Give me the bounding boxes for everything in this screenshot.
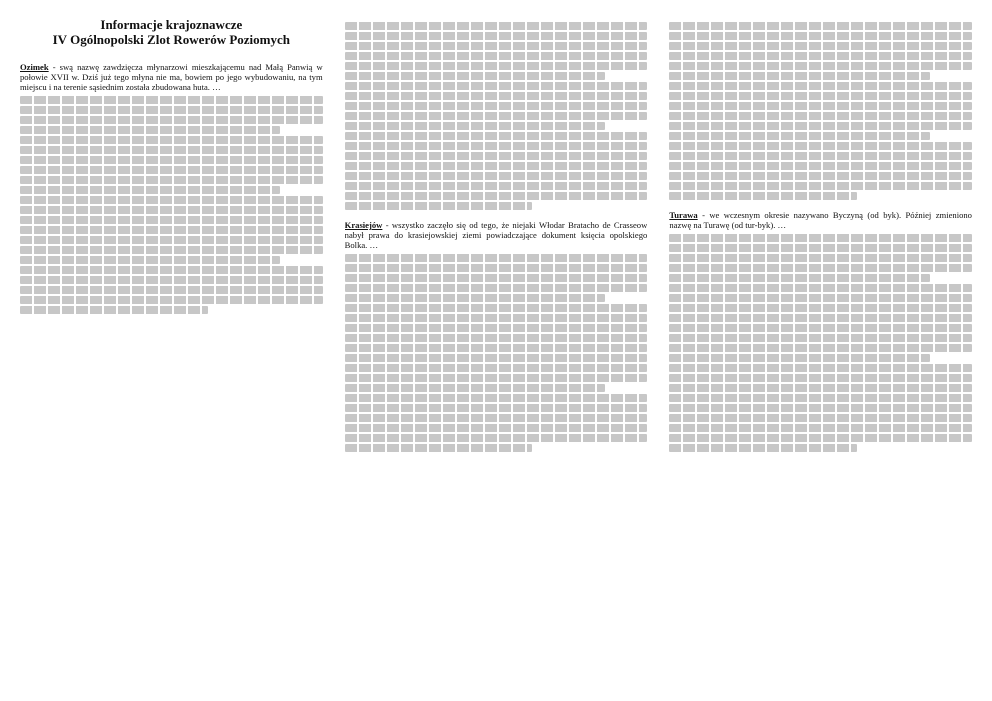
entry-ellipsis: … xyxy=(212,82,222,93)
text-line-placeholder xyxy=(345,334,648,342)
text-line-placeholder xyxy=(669,142,972,150)
text-line-placeholder xyxy=(669,414,972,422)
text-line-placeholder xyxy=(20,176,323,184)
text-line-placeholder xyxy=(345,202,533,210)
entry-keyword: Turawa xyxy=(669,210,698,220)
column-middle xyxy=(345,18,648,689)
text-line-placeholder xyxy=(20,186,280,194)
text-line-placeholder xyxy=(345,314,648,322)
text-line-placeholder xyxy=(20,266,323,274)
column-right xyxy=(669,18,972,689)
text-line-placeholder xyxy=(345,354,648,362)
text-line-placeholder xyxy=(345,444,533,452)
text-line-placeholder xyxy=(345,182,648,190)
title-block xyxy=(20,18,323,48)
text-line-placeholder xyxy=(345,52,648,60)
text-placeholder xyxy=(20,96,323,314)
text-line-placeholder xyxy=(669,384,972,392)
text-line-placeholder xyxy=(669,52,972,60)
text-line-placeholder xyxy=(345,162,648,170)
text-line-placeholder xyxy=(20,216,323,224)
text-line-placeholder xyxy=(345,364,648,372)
text-line-placeholder xyxy=(669,172,972,180)
text-line-placeholder xyxy=(669,162,972,170)
text-line-placeholder xyxy=(345,92,648,100)
text-line-placeholder xyxy=(669,324,972,332)
text-line-placeholder xyxy=(20,236,323,244)
text-line-placeholder xyxy=(345,254,648,262)
text-line-placeholder xyxy=(345,112,648,120)
entry-text: - swą nazwę zawdzięcza młynarzowi mieszkającemu nad Małą Panwią w połowie XVII w. Dziś już tego młyna nie ma, bowiem po jego wybudowaniu, na tym miejscu i na terenie sąsiednim została zbudowana huta. xyxy=(20,61,323,93)
text-line-placeholder xyxy=(669,444,857,452)
column-left xyxy=(20,18,323,689)
text-line-placeholder xyxy=(669,374,972,382)
text-line-placeholder xyxy=(345,384,605,392)
text-line-placeholder xyxy=(345,142,648,150)
text-line-placeholder xyxy=(345,42,648,50)
text-line-placeholder xyxy=(20,166,323,174)
text-line-placeholder xyxy=(669,404,972,412)
text-line-placeholder xyxy=(20,296,323,304)
text-line-placeholder xyxy=(345,434,648,442)
text-line-placeholder xyxy=(20,276,323,284)
text-line-placeholder xyxy=(345,424,648,432)
text-line-placeholder xyxy=(345,192,648,200)
entry-text: - we wczesnym okresie nazywano Byczyną (od byk). Później zmieniono nazwę na Turawę (od tur-byk). xyxy=(669,210,972,231)
text-line-placeholder xyxy=(20,246,323,254)
text-line-placeholder xyxy=(20,106,323,114)
text-line-placeholder xyxy=(669,22,972,30)
text-placeholder xyxy=(345,22,648,210)
text-line-placeholder xyxy=(345,394,648,402)
entry-keyword: Ozimek xyxy=(20,61,49,72)
text-line-placeholder xyxy=(345,264,648,272)
entry-text: - wszystko zaczęło się od tego, że niejaki Włodar Bratacho de Crasseow nabył prawa do krasiejowskiej ziemi powiadczające dokument księcia opolskiego Bolka. xyxy=(344,220,648,251)
text-line-placeholder xyxy=(669,62,972,70)
page-title: Informacje krajoznawcze xyxy=(100,18,243,32)
entry-ozimek xyxy=(20,62,323,314)
text-line-placeholder xyxy=(345,274,648,282)
text-line-placeholder xyxy=(345,152,648,160)
entry-keyword: Krasiejów xyxy=(344,220,383,230)
entry-ellipsis: … xyxy=(369,240,380,251)
text-placeholder xyxy=(669,234,972,452)
text-line-placeholder xyxy=(345,102,648,110)
text-line-placeholder xyxy=(20,126,280,134)
text-line-placeholder xyxy=(20,286,323,294)
text-line-placeholder xyxy=(20,306,208,314)
text-line-placeholder xyxy=(345,172,648,180)
text-line-placeholder xyxy=(345,82,648,90)
text-line-placeholder xyxy=(669,284,972,292)
text-line-placeholder xyxy=(345,122,605,130)
text-line-placeholder xyxy=(345,62,648,70)
entry-ellipsis: … xyxy=(777,220,788,231)
text-line-placeholder xyxy=(669,234,972,242)
text-line-placeholder xyxy=(20,116,323,124)
text-line-placeholder xyxy=(345,344,648,352)
text-line-placeholder xyxy=(669,82,972,90)
text-line-placeholder xyxy=(669,254,972,262)
text-line-placeholder xyxy=(669,344,972,352)
entry-krasiejow xyxy=(345,220,648,452)
text-line-placeholder xyxy=(20,146,323,154)
text-line-placeholder xyxy=(669,112,972,120)
text-line-placeholder xyxy=(669,192,857,200)
text-line-placeholder xyxy=(669,334,972,342)
text-line-placeholder xyxy=(669,102,972,110)
text-line-placeholder xyxy=(669,314,972,322)
text-line-placeholder xyxy=(669,182,972,190)
text-line-placeholder xyxy=(669,264,972,272)
text-line-placeholder xyxy=(669,364,972,372)
text-line-placeholder xyxy=(345,72,605,80)
text-line-placeholder xyxy=(345,414,648,422)
text-line-placeholder xyxy=(20,196,323,204)
text-line-placeholder xyxy=(669,274,929,282)
text-line-placeholder xyxy=(669,354,929,362)
text-line-placeholder xyxy=(345,22,648,30)
text-line-placeholder xyxy=(345,404,648,412)
text-line-placeholder xyxy=(669,152,972,160)
entry-turawa xyxy=(669,210,972,452)
text-line-placeholder xyxy=(669,304,972,312)
text-line-placeholder xyxy=(20,206,323,214)
text-line-placeholder xyxy=(669,394,972,402)
text-line-placeholder xyxy=(345,304,648,312)
text-line-placeholder xyxy=(20,156,323,164)
text-line-placeholder xyxy=(669,434,972,442)
text-line-placeholder xyxy=(345,32,648,40)
text-placeholder xyxy=(345,254,648,452)
text-line-placeholder xyxy=(345,374,648,382)
text-line-placeholder xyxy=(20,96,323,104)
text-line-placeholder xyxy=(669,424,972,432)
text-line-placeholder xyxy=(669,42,972,50)
text-line-placeholder xyxy=(669,132,929,140)
text-line-placeholder xyxy=(345,294,605,302)
text-line-placeholder xyxy=(345,324,648,332)
text-line-placeholder xyxy=(345,132,648,140)
text-line-placeholder xyxy=(669,32,972,40)
text-line-placeholder xyxy=(20,136,323,144)
text-line-placeholder xyxy=(345,284,648,292)
text-line-placeholder xyxy=(669,122,972,130)
text-columns xyxy=(20,18,972,689)
text-line-placeholder xyxy=(669,294,972,302)
text-placeholder xyxy=(669,22,972,200)
text-line-placeholder xyxy=(20,256,280,264)
text-line-placeholder xyxy=(669,92,972,100)
text-line-placeholder xyxy=(669,244,972,252)
text-line-placeholder xyxy=(20,226,323,234)
page-subtitle: IV Ogólnopolski Zlot Rowerów Poziomych xyxy=(52,31,291,47)
text-line-placeholder xyxy=(669,72,929,80)
